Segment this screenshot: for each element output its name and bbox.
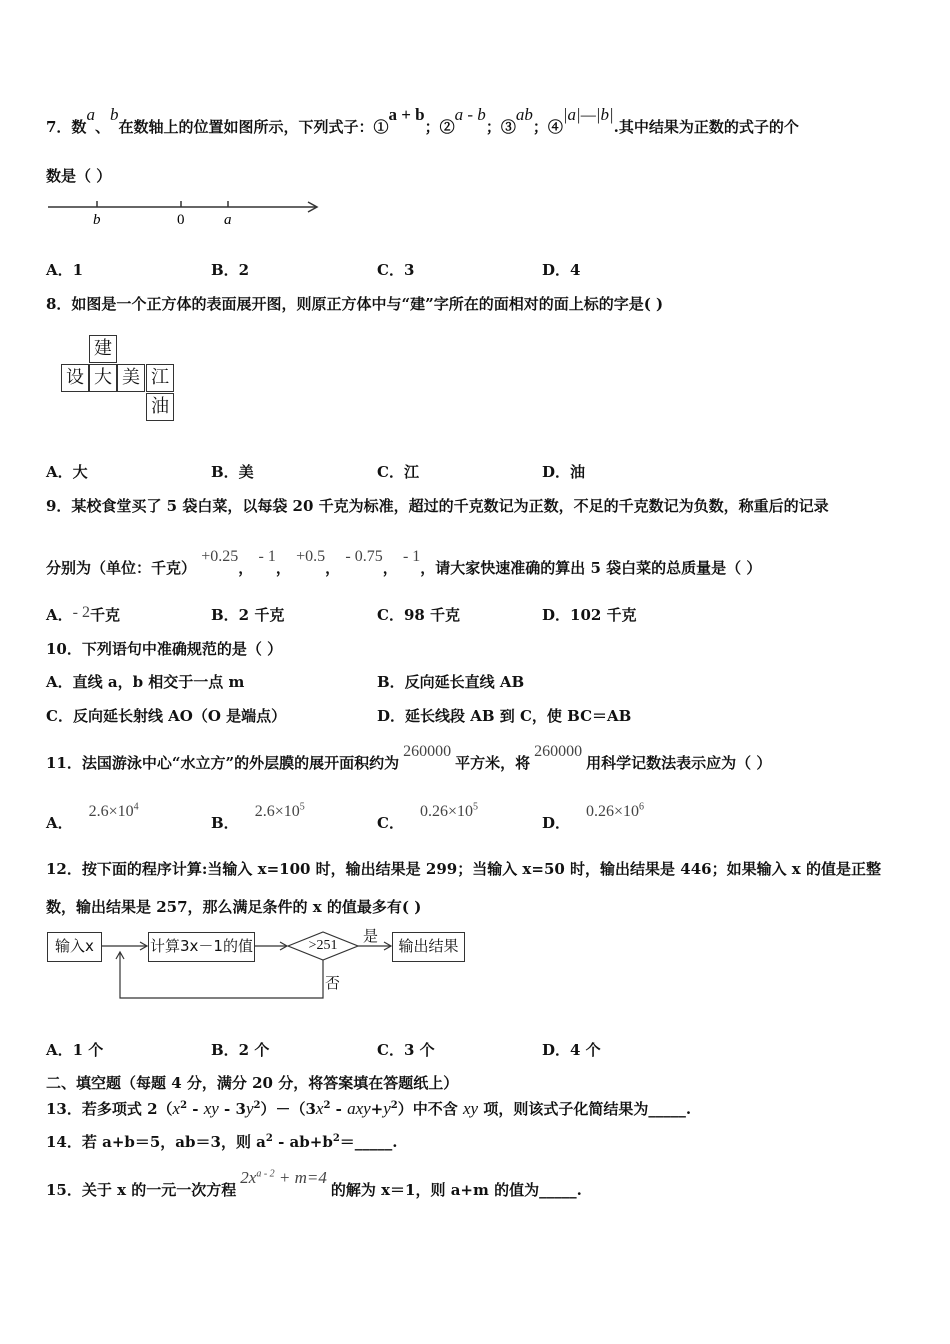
section-fill-in-heading: 二、填空题（每题 4 分，满分 20 分，将答案填在答题纸上） xyxy=(46,1074,459,1092)
q7-option-a[interactable]: A．1 xyxy=(46,261,84,279)
axis-label-a: a xyxy=(224,212,232,228)
q10-option-a[interactable]: A．直线 a，b 相交于一点 m xyxy=(46,673,245,691)
flow-calc-box: 计算3x－1的值 xyxy=(148,932,255,962)
q10-option-c[interactable]: C．反向延长射线 AO（O 是端点） xyxy=(46,707,287,725)
q7-line1: 7．数a、b在数轴上的位置如图所示，下列式子：①a + b；②a - b；③ab；④|a|—|b|.其中结果为正数的式子的个 xyxy=(46,105,799,136)
q9-option-b[interactable]: B．2 千克 xyxy=(211,606,285,624)
number-line-figure xyxy=(44,195,324,230)
q7-option-c[interactable]: C．3 xyxy=(377,261,415,279)
flow-yes-label: 是 xyxy=(363,927,379,945)
q11-option-b[interactable]: B．$2.6\times 10^5$ xyxy=(211,801,305,832)
q15-question: 15．关于 x 的一元一次方程$2x^{a - 2} + m=4$的解为 x＝1，则 a+m 的值为_____. xyxy=(46,1168,582,1199)
flow-input-box: 输入x xyxy=(47,932,102,962)
q8-option-b[interactable]: B．美 xyxy=(211,463,254,481)
q13-question: 13．若多项式 $2(x^2$ - xy - $3y^2)-(3x^2 - axy+y^2)$中不含 xy 项，则该式子化简结果为_____. xyxy=(46,1099,692,1118)
net-cell-jian: 建 xyxy=(89,335,117,363)
axis-label-0: 0 xyxy=(177,212,185,228)
q8-question: 8．如图是一个正方体的表面展开图，则原正方体中与“建”字所在的面相对的面上标的字是( ) xyxy=(46,295,664,313)
q9-option-d[interactable]: D．102 千克 xyxy=(542,606,637,624)
net-cell-jiang: 江 xyxy=(146,364,174,392)
q12-option-d[interactable]: D．4 个 xyxy=(542,1041,601,1059)
q10-option-b[interactable]: B．反向延长直线 AB xyxy=(377,673,525,691)
q8-option-d[interactable]: D．油 xyxy=(542,463,586,481)
q12-option-a[interactable]: A．1 个 xyxy=(46,1041,104,1059)
q10-option-d[interactable]: D．延长线段 AB 到 C，使 BC＝AB xyxy=(377,707,632,725)
q8-option-c[interactable]: C．江 xyxy=(377,463,419,481)
net-cell-you: 油 xyxy=(146,393,174,421)
q11-option-c[interactable]: C．$0.26\times 10^5$ xyxy=(377,801,478,832)
net-cell-she: 设 xyxy=(61,364,89,392)
flow-output-box: 输出结果 xyxy=(392,932,465,962)
q11-option-d[interactable]: D．$0.26\times 10^6$ xyxy=(542,801,645,832)
q12-option-c[interactable]: C．3 个 xyxy=(377,1041,435,1059)
axis-label-b: b xyxy=(93,212,101,228)
q10-question: 10．下列语句中准确规范的是（ ） xyxy=(46,640,283,658)
net-cell-mei: 美 xyxy=(117,364,145,392)
q12-line1: 12．按下面的程序计算:当输入 x=100 时，输出结果是 299；当输入 x=50 时，输出结果是 446；如果输入 x 的值是正整 xyxy=(46,860,881,878)
q12-line2: 数，输出结果是 257，那么满足条件的 x 的值最多有( ) xyxy=(46,898,422,916)
q7-option-d[interactable]: D．4 xyxy=(542,261,581,279)
q11-question: 11．法国游泳中心“水立方”的外层膜的展开面积约为260000平方米，将260000用科学记数法表示应为（ ） xyxy=(46,743,772,772)
q7-line2: 数是（ ） xyxy=(46,167,112,185)
q12-option-b[interactable]: B．2 个 xyxy=(211,1041,270,1059)
q9-line2: 分别为（单位：千克） +0.25， - 1， +0.5， - 0.75， - 1，请大家快速准确的算出 5 袋白菜的总质量是（ ） xyxy=(46,548,762,577)
net-cell-da: 大 xyxy=(89,364,117,392)
q9-option-a[interactable]: A．- 2千克 xyxy=(46,604,120,624)
flow-condition: >251 xyxy=(308,938,338,953)
q14-question: 14．若 a+b＝5，ab＝3，则 $a^2$ - $ab+b^2=\_\_\_\_\_$. xyxy=(46,1133,398,1151)
flow-no-label: 否 xyxy=(325,974,341,992)
q9-line1: 9．某校食堂买了 5 袋白菜，以每袋 20 千克为标准，超过的千克数记为正数，不足的千克数记为负数，称重后的记录 xyxy=(46,497,829,515)
q8-option-a[interactable]: A．大 xyxy=(46,463,88,481)
q7-option-b[interactable]: B．2 xyxy=(211,261,250,279)
q9-option-c[interactable]: C．98 千克 xyxy=(377,606,461,624)
q11-option-a[interactable]: A．$2.6\times 10^4$ xyxy=(46,801,139,832)
